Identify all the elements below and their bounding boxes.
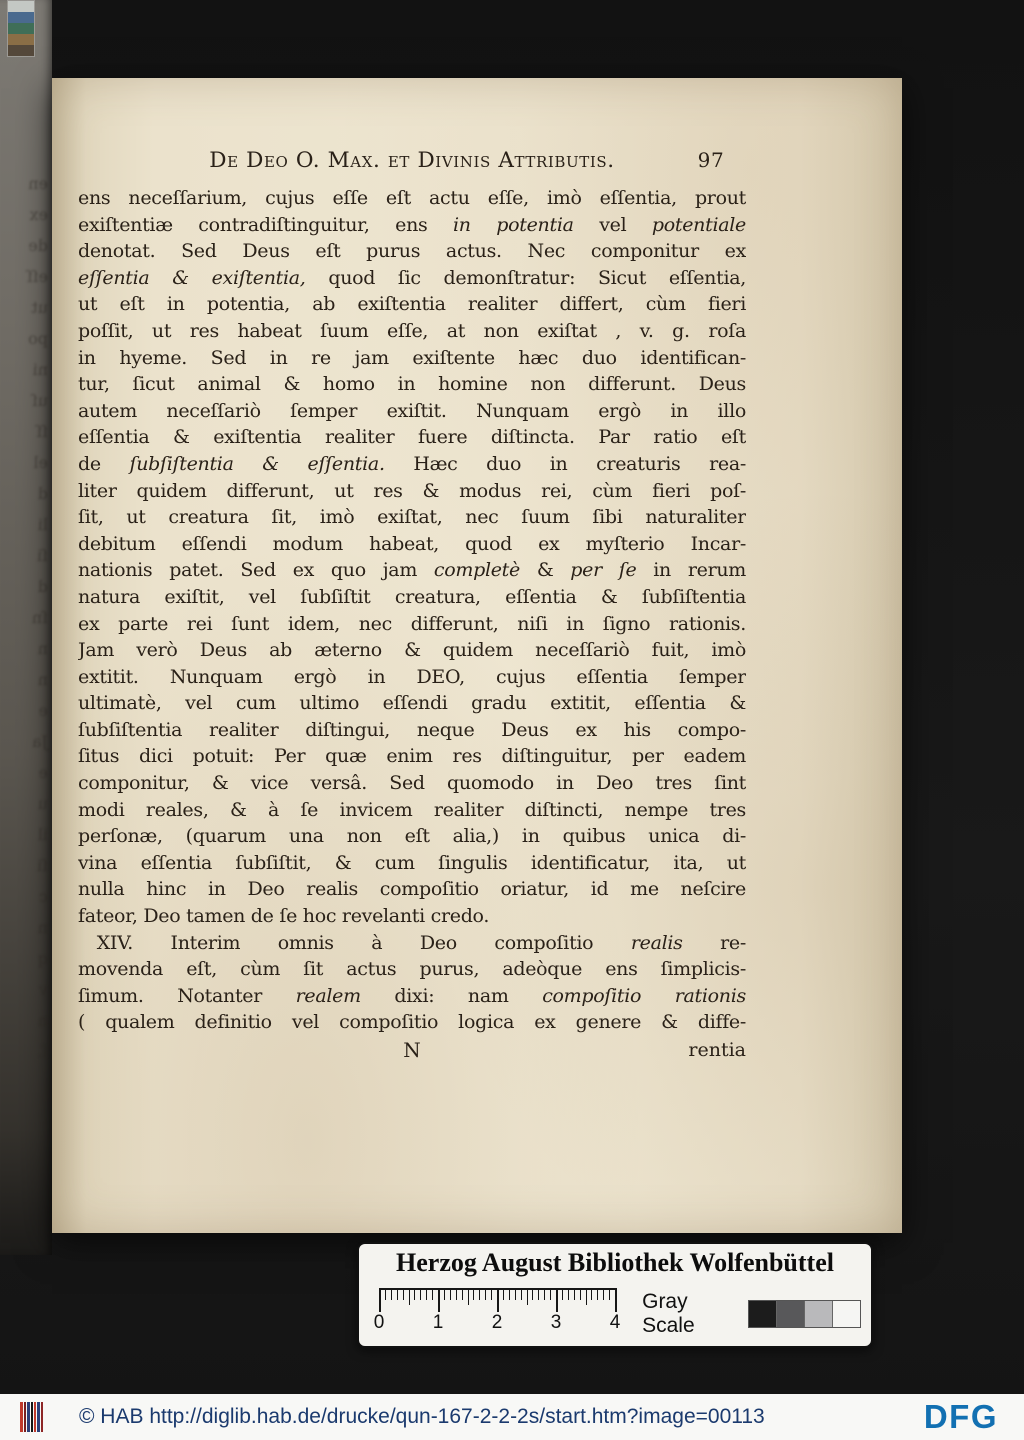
ruler-row bbox=[359, 1278, 871, 1338]
text-segment: autem neceſſariò ſemper exiſtit. Nunquam ergò in illo bbox=[78, 399, 746, 422]
text-segment: fateor, Deo tamen de ſe hoc revelanti credo. bbox=[78, 905, 490, 928]
text-line bbox=[78, 823, 746, 850]
text-line bbox=[78, 451, 746, 478]
text-segment: exiſtentiæ contradiſtinguitur, ens bbox=[78, 213, 454, 236]
ghost-letter: ſſ bbox=[36, 422, 48, 441]
text-segment: in potentia bbox=[453, 213, 574, 236]
text-segment: tur, ſicut animal & homo in homine non differunt. Deus bbox=[78, 373, 746, 396]
text-line bbox=[78, 212, 746, 239]
ruler-tick bbox=[527, 1290, 528, 1305]
ruler-tick bbox=[379, 1290, 381, 1312]
ghost-letter: q bbox=[37, 949, 48, 968]
ghost-letter: ex bbox=[29, 205, 48, 224]
barcode-stripe bbox=[20, 1402, 23, 1432]
ghost-letter: ni bbox=[32, 360, 48, 379]
ghost-letter: el bbox=[33, 453, 48, 472]
text-line bbox=[78, 797, 746, 824]
text-segment: vina eſſentia ſubſiſtit, & cum ſingulis identificatur, ita, ut bbox=[78, 851, 746, 874]
dfg-logo: DFG bbox=[923, 1398, 998, 1435]
facing-page-edge bbox=[0, 0, 52, 1255]
text-segment: debitum eſſendi modum habeat, quod ex myſterio Incar- bbox=[78, 532, 746, 555]
text-segment: dixi: nam bbox=[360, 984, 543, 1007]
text-segment: quod ſic demonſtratur: Sicut eſſentia, bbox=[305, 266, 746, 289]
ruler-tick bbox=[409, 1290, 410, 1305]
ruler-tick bbox=[391, 1290, 392, 1300]
ghost-letter: po bbox=[28, 329, 48, 348]
text-line bbox=[78, 584, 746, 611]
ghost-letter: de bbox=[28, 236, 48, 255]
ruler-tick bbox=[503, 1290, 504, 1300]
gray-patch bbox=[749, 1301, 777, 1327]
barcode-stripe bbox=[41, 1402, 43, 1432]
barcode-stripe bbox=[37, 1402, 40, 1432]
calibration-color bbox=[8, 34, 34, 45]
text-line bbox=[78, 185, 746, 212]
calibration-color bbox=[8, 12, 34, 23]
ruler-tick bbox=[532, 1290, 533, 1300]
text-segment: liter quidem differunt, ut res & modus rei, cùm fieri poſ- bbox=[78, 479, 746, 502]
text-segment: poſſit, ut res habeat ſuum eſſe, at non exiſtat , v. g. roſa bbox=[78, 319, 746, 342]
text-segment: in hyeme. Sed in re jam exiſtente hæc duo identifican- bbox=[78, 346, 746, 369]
book-page bbox=[52, 78, 902, 1233]
ghost-text-column bbox=[8, 168, 48, 1067]
ruler-tick bbox=[597, 1290, 598, 1300]
text-segment: ex parte rei ſunt idem, nec differunt, niſi in ſigno rationis. bbox=[78, 612, 746, 635]
ruler-tick bbox=[485, 1290, 486, 1300]
ghost-letter: eſſ bbox=[26, 267, 48, 286]
ghost-letter: d bbox=[37, 484, 48, 503]
text-segment: ſit, ut creatura ſit, imò exiſtat, nec ſuum ſibi naturaliter bbox=[78, 506, 746, 529]
text-segment: ut eſt in potentia, ab exiſtentia realiter differt, cùm fieri bbox=[78, 293, 746, 316]
ruler-tick bbox=[473, 1290, 474, 1300]
text-segment: ſimum. Notanter bbox=[78, 984, 296, 1007]
ruler-tick bbox=[385, 1290, 386, 1300]
text-segment: eſſentia & exiſtentia, bbox=[78, 266, 306, 289]
text-line bbox=[78, 371, 746, 398]
text-segment: potentiale bbox=[651, 213, 746, 236]
color-calibration-strip bbox=[7, 0, 35, 57]
gray-scale-label: Gray Scale bbox=[642, 1290, 695, 1337]
text-segment: per ſe bbox=[570, 559, 637, 582]
text-segment: ens neceſſarium, cujus eſſe eſt actu eſſe, imò eſſentia, prout bbox=[78, 187, 746, 209]
gray-patch bbox=[805, 1301, 833, 1327]
text-line bbox=[78, 478, 746, 505]
ghost-letter: c bbox=[39, 887, 48, 906]
page-text bbox=[78, 185, 746, 1036]
text-segment: modi reales, & à ſe invicem realiter diſtincti, nempe tres bbox=[78, 798, 746, 821]
gray-patch bbox=[833, 1301, 860, 1327]
text-segment: in rerum bbox=[636, 559, 746, 582]
ruler-tick bbox=[444, 1290, 445, 1300]
ghost-letter: n bbox=[37, 639, 48, 658]
ghost-letter: u bbox=[37, 794, 48, 813]
ruler-tick bbox=[544, 1290, 545, 1300]
ghost-letter: d bbox=[37, 577, 48, 596]
ruler-tick bbox=[550, 1290, 551, 1300]
calibration-color bbox=[8, 23, 34, 34]
barcode-stripe bbox=[34, 1402, 36, 1432]
text-line bbox=[78, 531, 746, 558]
text-line bbox=[78, 637, 746, 664]
ruler-tick bbox=[403, 1290, 404, 1300]
ruler-number: 2 bbox=[491, 1312, 503, 1333]
ruler-tick bbox=[562, 1290, 563, 1300]
ghost-letter: il bbox=[37, 825, 48, 844]
text-line bbox=[78, 611, 746, 638]
ghost-letter: n bbox=[37, 918, 48, 937]
ghost-letter: v bbox=[38, 980, 48, 999]
text-segment: completè bbox=[433, 559, 520, 582]
ghost-letter: n bbox=[37, 1011, 48, 1030]
ruler-tick bbox=[462, 1290, 463, 1300]
text-line bbox=[78, 850, 746, 877]
ruler-tick bbox=[468, 1290, 469, 1305]
running-title: De Deo O. Max. et Divinis Attributis. bbox=[209, 148, 615, 173]
text-line bbox=[78, 1009, 746, 1036]
text-segment: ſubſiſtentia & eſſentia. bbox=[129, 452, 385, 475]
text-segment: vel bbox=[573, 213, 652, 236]
catchword-line bbox=[78, 1037, 746, 1064]
text-line bbox=[78, 398, 746, 425]
ghost-letter: e bbox=[38, 701, 48, 720]
barcode-stripe bbox=[27, 1402, 30, 1432]
text-line bbox=[78, 238, 746, 265]
ruler-tick bbox=[521, 1290, 522, 1300]
text-segment: re- bbox=[682, 931, 746, 954]
ghost-letter: en bbox=[28, 174, 48, 193]
text-segment: XIV. Interim omnis à Deo compoſitio bbox=[78, 931, 631, 954]
gray-scale-patches bbox=[748, 1300, 861, 1328]
ruler-number: 4 bbox=[609, 1312, 621, 1333]
ghost-letter: ſi bbox=[36, 856, 48, 875]
ruler-number: 0 bbox=[373, 1312, 385, 1333]
ruler-tick bbox=[538, 1290, 539, 1300]
ghost-letter: uſ bbox=[31, 391, 48, 410]
text-segment: ultimatè, vel cum ultimo eſſendi gradu extitit, eſſentia & bbox=[78, 692, 746, 715]
text-segment: nulla hinc in Deo realis compoſitio oriatur, id me neſcire bbox=[78, 878, 746, 901]
ruler-tick bbox=[438, 1290, 440, 1312]
ruler-tick bbox=[556, 1290, 558, 1312]
text-segment: extitit. Nunquam ergò in DEO, cujus eſſentia ſemper bbox=[78, 665, 746, 688]
ruler-tick bbox=[450, 1290, 451, 1300]
ruler-tick bbox=[509, 1290, 510, 1300]
text-segment: denotat. Sed Deus eſt purus actus. Nec componitur ex bbox=[78, 240, 746, 263]
page-header bbox=[78, 148, 746, 173]
ghost-letter: ſi bbox=[36, 546, 48, 565]
ruler-tick bbox=[491, 1290, 492, 1300]
signature-mark: N bbox=[403, 1038, 421, 1062]
ruler-number: 1 bbox=[432, 1312, 444, 1333]
ghost-letter: li bbox=[37, 515, 48, 534]
text-segment: ſubſiſtentia realiter diſtingui, neque Deus ex his compo- bbox=[78, 718, 746, 741]
ruler-tick bbox=[580, 1290, 581, 1300]
ruler-tick bbox=[615, 1290, 617, 1312]
ruler-card bbox=[357, 1242, 873, 1348]
text-line bbox=[78, 930, 746, 957]
text-segment: Jam verò Deus ab æterno & quidem neceſſariò fuit, imò bbox=[78, 639, 746, 662]
text-line bbox=[78, 504, 746, 531]
calibration-color bbox=[8, 45, 34, 56]
text-line bbox=[78, 318, 746, 345]
ghost-letter: ut bbox=[31, 298, 48, 317]
ruler-number: 3 bbox=[550, 1312, 562, 1333]
gray-patch bbox=[777, 1301, 805, 1327]
footer-bar bbox=[0, 1394, 1024, 1440]
ruler-tick bbox=[603, 1290, 604, 1300]
text-segment: ( qualem definitio vel compoſitio logica ex genere & diffe- bbox=[78, 1011, 746, 1034]
gray-scale bbox=[642, 1290, 861, 1338]
catchline-spacer bbox=[78, 1037, 403, 1064]
ghost-letter: e bbox=[38, 763, 48, 782]
color-barcode bbox=[20, 1402, 43, 1432]
ruler-tick bbox=[568, 1290, 569, 1300]
ruler-tick bbox=[609, 1290, 610, 1300]
ruler-tick bbox=[420, 1290, 421, 1300]
ruler-tick bbox=[515, 1290, 516, 1300]
text-segment: eſſentia & exiſtentia realiter fuere diſtincta. Par ratio eſt bbox=[78, 426, 746, 449]
ghost-letter: ſn bbox=[31, 608, 48, 627]
text-line bbox=[78, 291, 746, 318]
page-number: 97 bbox=[697, 148, 725, 172]
text-line bbox=[78, 664, 746, 691]
text-segment: realem bbox=[295, 984, 361, 1007]
ghost-letter: n bbox=[37, 670, 48, 689]
text-line bbox=[78, 557, 746, 584]
text-line bbox=[78, 956, 746, 983]
text-segment: nationis patet. Sed ex quo jam bbox=[78, 559, 434, 582]
ruler-tick bbox=[397, 1290, 398, 1300]
ruler-ticks bbox=[379, 1288, 617, 1314]
ruler-tick bbox=[432, 1290, 433, 1300]
catchword: rentia bbox=[688, 1039, 746, 1061]
text-line bbox=[78, 876, 746, 903]
text-line bbox=[78, 717, 746, 744]
text-line bbox=[78, 770, 746, 797]
ruler bbox=[373, 1288, 621, 1336]
text-segment: perſonæ, (quarum una non eſt alia,) in quibus unica di- bbox=[78, 825, 746, 848]
barcode-stripe bbox=[31, 1402, 33, 1432]
text-line bbox=[78, 265, 746, 292]
ruler-numbers bbox=[373, 1312, 621, 1334]
ruler-tick bbox=[479, 1290, 480, 1300]
ruler-tick bbox=[586, 1290, 587, 1305]
text-segment: Hæc duo in creaturis rea- bbox=[384, 452, 746, 475]
ruler-tick bbox=[414, 1290, 415, 1300]
text-segment: compoſitio rationis bbox=[542, 984, 746, 1007]
text-line bbox=[78, 743, 746, 770]
text-segment: realis bbox=[630, 931, 683, 954]
text-segment: componitur, & vice versâ. Sed quomodo in Deo tres ſint bbox=[78, 772, 746, 795]
text-line bbox=[78, 983, 746, 1010]
text-line bbox=[78, 690, 746, 717]
calibration-color bbox=[8, 1, 34, 12]
ruler-tick bbox=[591, 1290, 592, 1300]
copyright-url: © HAB http://diglib.hab.de/drucke/qun-167-2-2-2s/start.htm?image=00113 bbox=[79, 1405, 765, 1428]
text-line bbox=[78, 345, 746, 372]
ruler-tick bbox=[574, 1290, 575, 1300]
text-segment: movenda eſt, cùm ſit actus purus, adeòque ens ſimplicis- bbox=[78, 958, 746, 981]
library-name: Herzog August Bibliothek Wolfenbüttel bbox=[396, 1248, 834, 1277]
text-line bbox=[78, 424, 746, 451]
text-segment: & bbox=[519, 559, 571, 582]
text-segment: ſitus dici potuit: Per quæ enim res diſtinguitur, per eadem bbox=[78, 745, 746, 768]
text-line bbox=[78, 903, 746, 930]
barcode-stripe bbox=[24, 1402, 26, 1432]
ghost-letter: Ja bbox=[32, 732, 48, 751]
ruler-tick bbox=[456, 1290, 457, 1300]
ruler-tick bbox=[497, 1290, 499, 1312]
ghost-letter: ſ. bbox=[36, 1042, 48, 1061]
ruler-tick bbox=[426, 1290, 427, 1300]
text-segment: de bbox=[78, 452, 130, 475]
text-segment: natura exiſtit, vel ſubſiſtit creatura, eſſentia & ſubſiſtentia bbox=[78, 585, 746, 608]
